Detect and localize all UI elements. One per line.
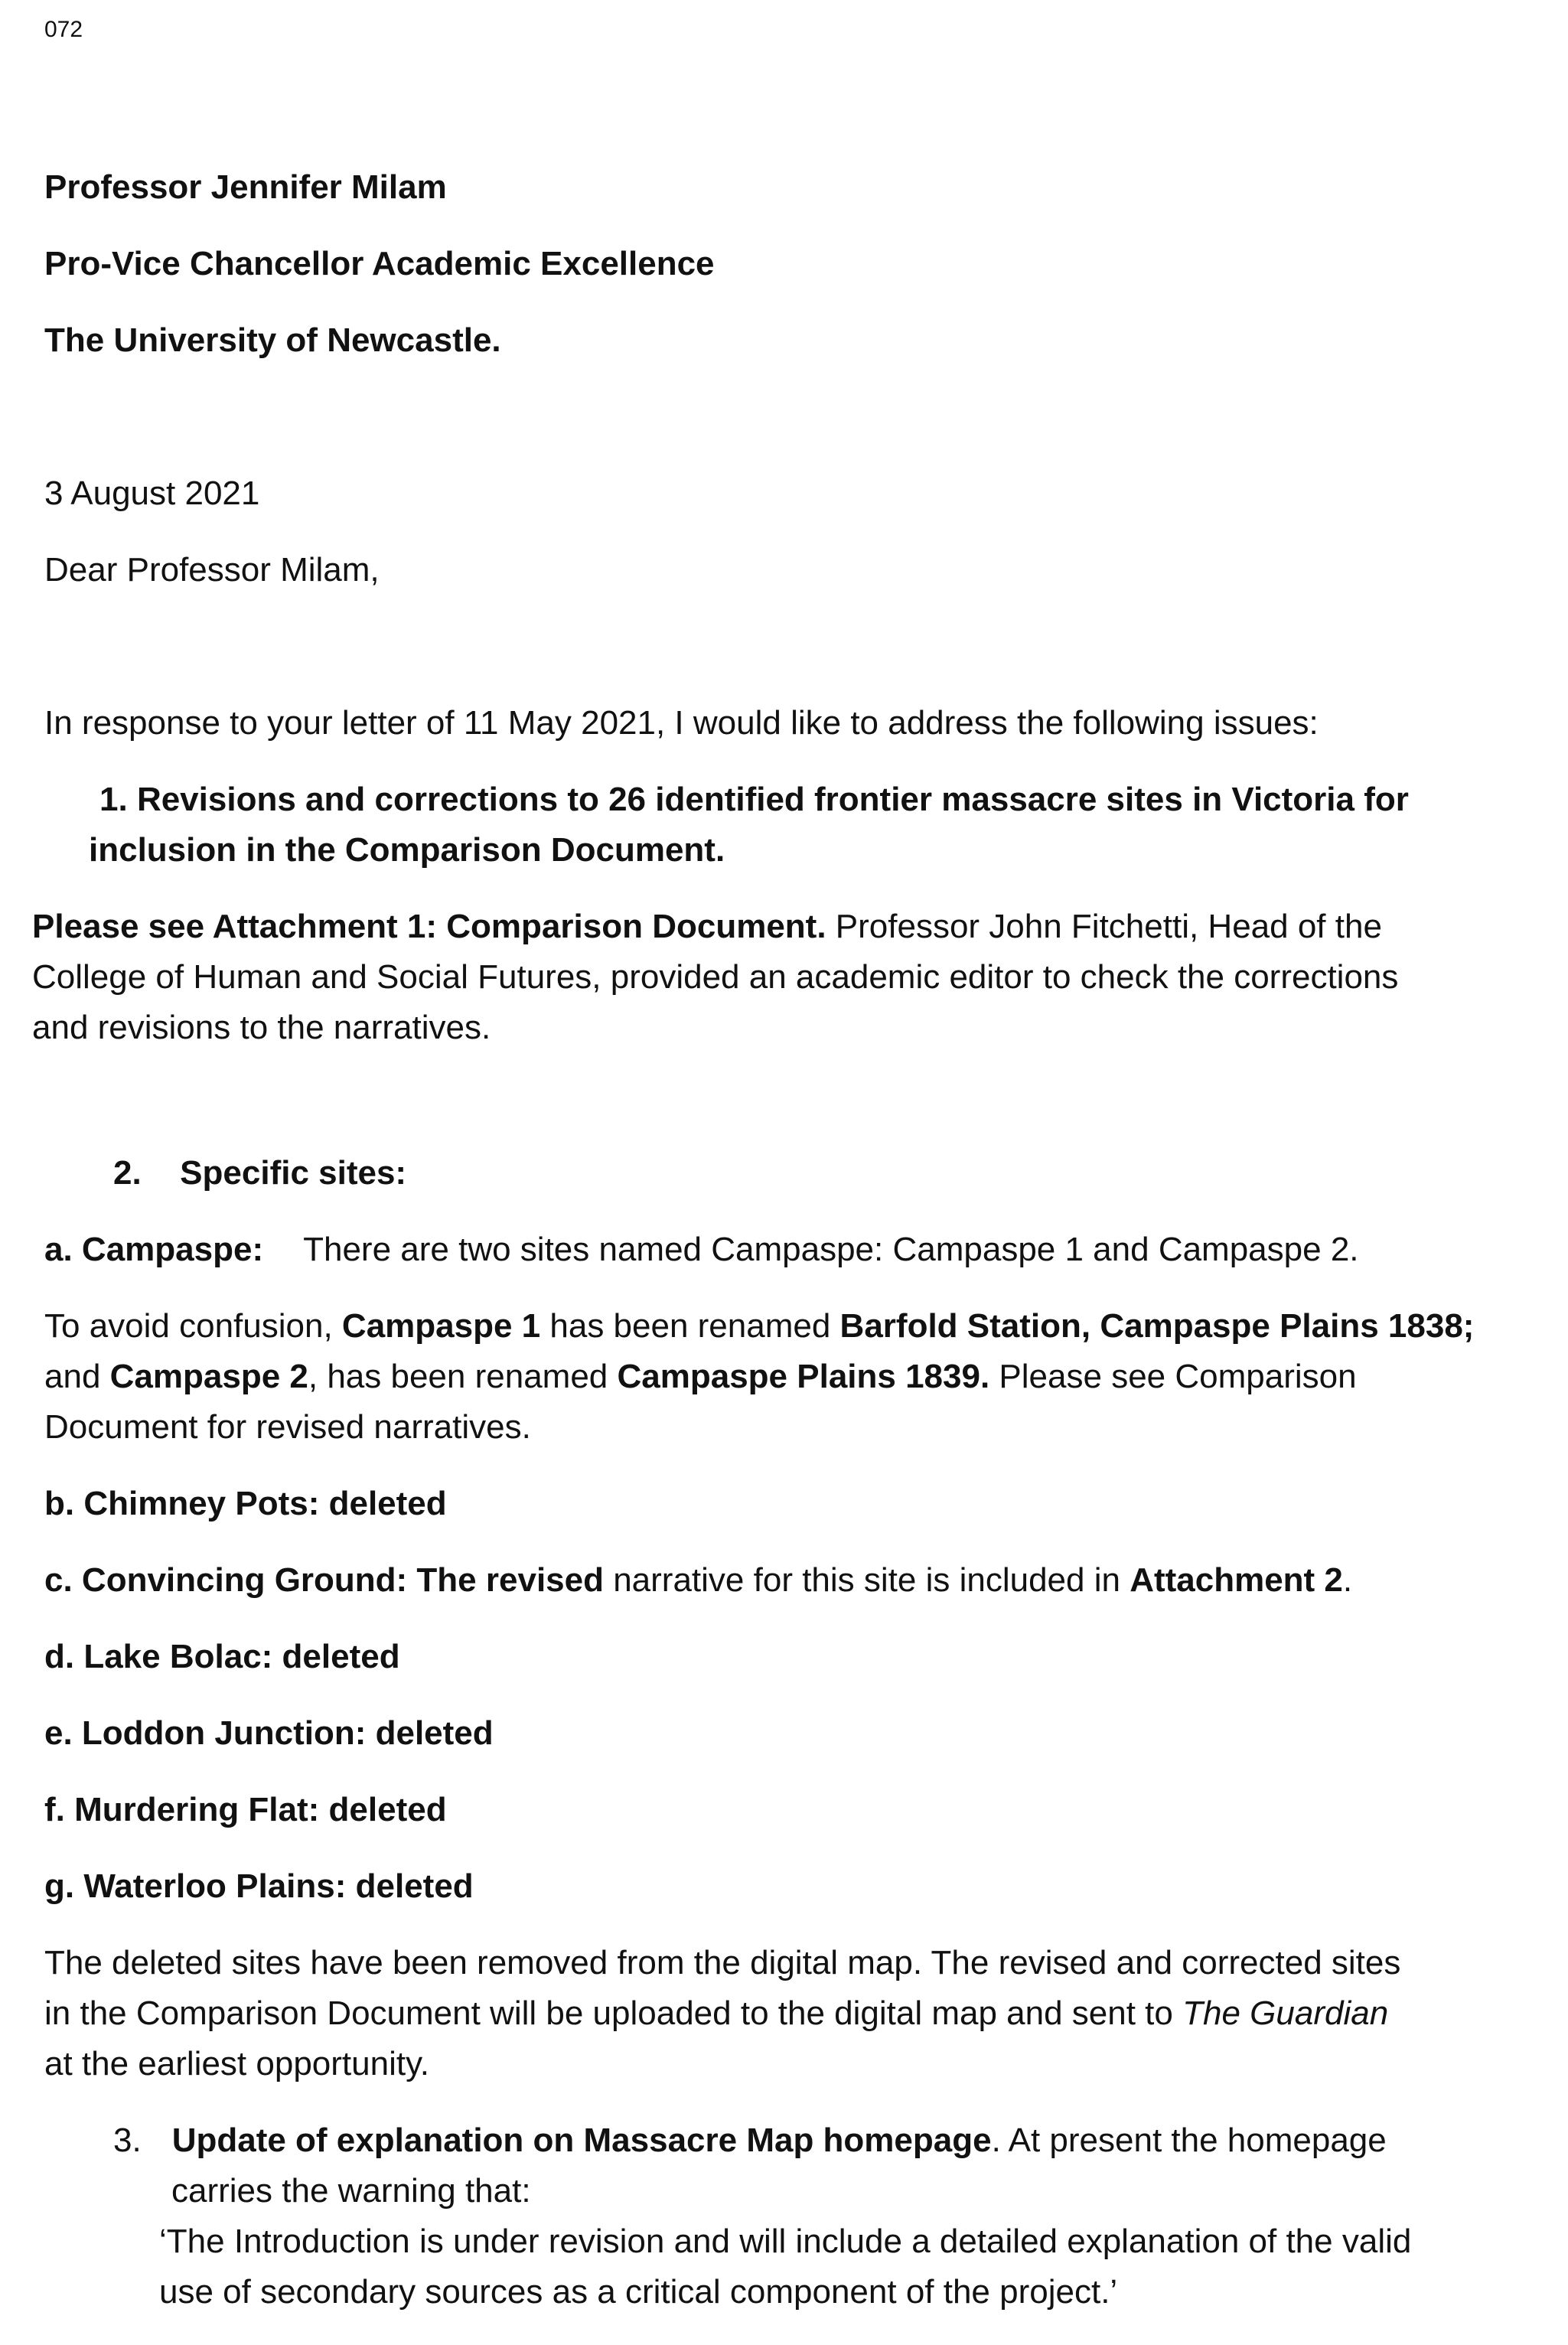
site-a-line — [44, 1225, 1359, 1275]
recipient-name: Professor Jennifer Milam — [44, 168, 447, 206]
site-a-p9: Please see Comparison — [989, 1358, 1357, 1395]
site-a-label: a. Campaspe: — [44, 1231, 264, 1268]
recipient-position: Pro-Vice Chancellor Academic Excellence — [44, 245, 715, 282]
letter-date: 3 August 2021 — [44, 475, 260, 512]
site-a-para-line3: Document for revised narratives. — [44, 1408, 531, 1446]
item1-para-line1 — [32, 902, 1382, 952]
site-d: d. Lake Bolac: deleted — [44, 1638, 400, 1675]
attachment2-reference: Attachment 2 — [1130, 1561, 1343, 1599]
item3-heading: Update of explanation on Massacre Map homepage — [171, 2122, 992, 2159]
site-a-p1: To avoid confusion, — [44, 1307, 342, 1345]
salutation: Dear Professor Milam, — [44, 551, 380, 589]
site-a-p7: , has been renamed — [308, 1358, 618, 1395]
site-c-text: narrative for this site is included in — [603, 1561, 1130, 1599]
site-a-p3: has been renamed — [540, 1307, 840, 1345]
item3-line2: carries the warning that: — [171, 2172, 531, 2210]
site-g: g. Waterloo Plains: deleted — [44, 1867, 474, 1905]
summary-line2-text: in the Comparison Document will be uploaded to the digital map and sent to — [44, 1994, 1183, 2032]
summary-line2 — [44, 1988, 1388, 2039]
site-f: f. Murdering Flat: deleted — [44, 1791, 447, 1828]
site-a-p6: Campaspe 2 — [109, 1358, 308, 1395]
site-a-p5: and — [44, 1358, 110, 1395]
site-a-para-line1 — [44, 1301, 1474, 1352]
item1-heading-line2: inclusion in the Comparison Document. — [89, 831, 725, 869]
site-a-p2: Campaspe 1 — [341, 1307, 541, 1345]
site-a-p8: Campaspe Plains 1839. — [617, 1358, 990, 1395]
site-b: b. Chimney Pots: deleted — [44, 1485, 447, 1522]
item2-heading — [113, 1148, 406, 1199]
item3-line1 — [113, 2115, 1387, 2166]
item2-heading-text: Specific sites: — [180, 1154, 407, 1192]
quote-line2: use of secondary sources as a critical component of the project.’ — [159, 2273, 1118, 2311]
item1-heading-line1 — [99, 775, 1409, 825]
summary-line3: at the earliest opportunity. — [44, 2045, 430, 2082]
site-c-end: . — [1342, 1561, 1353, 1599]
item1-number: 1. — [99, 781, 128, 818]
item3-line1-rest: . At present the homepage — [991, 2122, 1387, 2159]
item1-heading-text: Revisions and corrections to 26 identified frontier massacre sites in Victoria for — [136, 781, 1409, 818]
newspaper-title: The Guardian — [1182, 1994, 1389, 2032]
site-a-text: There are two sites named Campaspe: Campaspe 1 and Campaspe 2. — [303, 1231, 1359, 1268]
site-c-label: c. Convincing Ground: The revised — [44, 1561, 604, 1599]
summary-line1: The deleted sites have been removed from the digital map. The revised and corrected sites — [44, 1944, 1401, 1981]
recipient-institution: The University of Newcastle. — [44, 321, 501, 359]
item2-number: 2. — [113, 1154, 142, 1192]
item1-para-line3: and revisions to the narratives. — [32, 1009, 491, 1046]
item1-para-line1-rest: Professor John Fitchetti, Head of the — [835, 908, 1382, 945]
site-e: e. Loddon Junction: deleted — [44, 1714, 494, 1752]
site-a-para-line2 — [44, 1352, 1357, 1402]
quote-line1: ‘The Introduction is under revision and will include a detailed explanation of the valid — [159, 2223, 1412, 2260]
site-a-p4: Barfold Station, Campaspe Plains 1838; — [839, 1307, 1475, 1345]
site-c — [44, 1555, 1352, 1606]
intro-paragraph: In response to your letter of 11 May 2021, I would like to address the following issues: — [44, 704, 1319, 742]
attachment1-reference: Please see Attachment 1: Comparison Document. — [32, 908, 826, 945]
page-number: 072 — [44, 17, 83, 42]
item1-para-line2: College of Human and Social Futures, provided an academic editor to check the corrections — [32, 958, 1399, 996]
item3-number: 3. — [113, 2122, 142, 2159]
